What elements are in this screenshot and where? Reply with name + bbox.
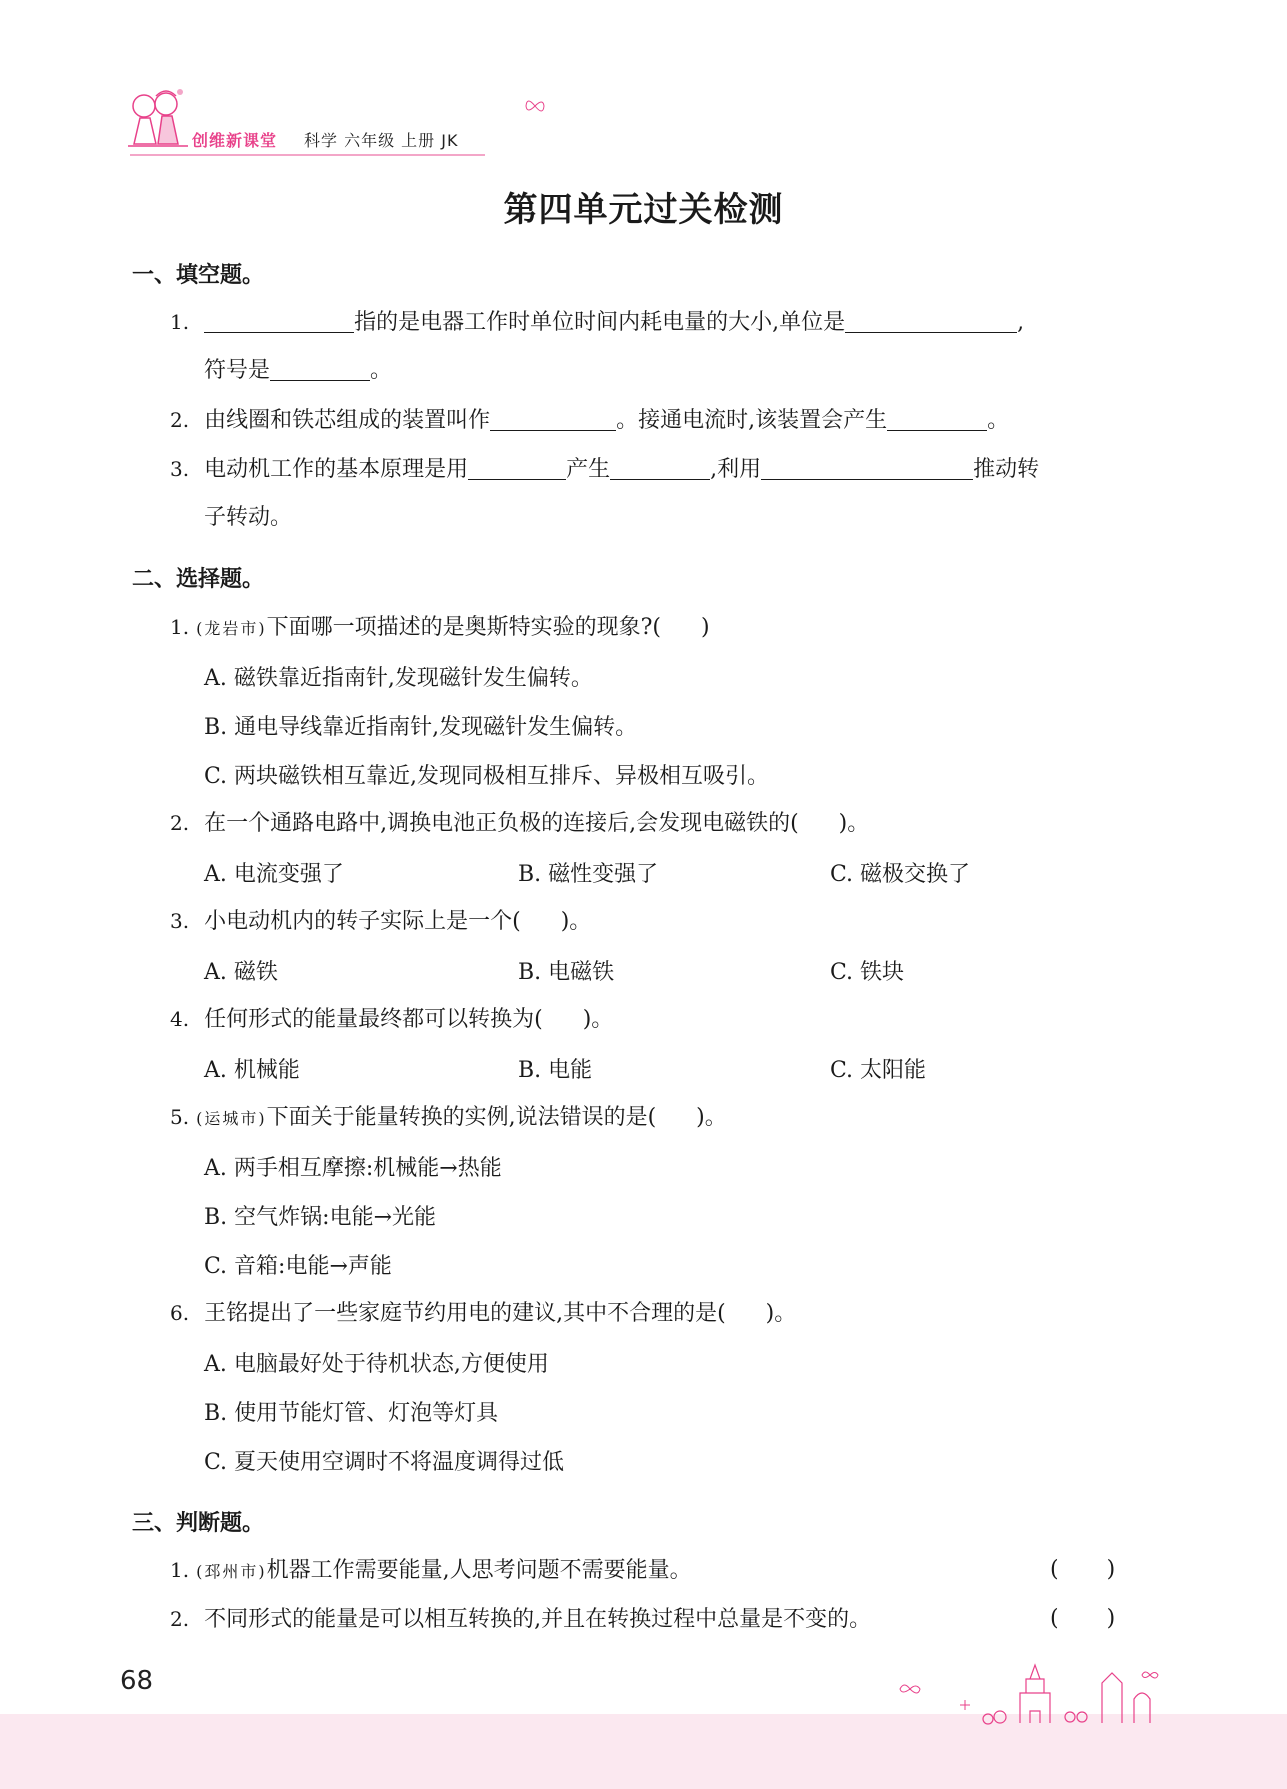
question-number: 5. [170,1105,190,1129]
question-text: 。 [987,408,1010,433]
paren-open: ( [1050,1606,1059,1631]
question-text: , [1017,310,1025,335]
question-text: 不同形式的能量是可以相互转换的,并且在转换过程中总量是不变的。 [204,1607,872,1632]
answer-blank[interactable] [490,408,616,431]
question-text: 子转动。 [204,505,293,530]
question-text: 在一个通路电路中,调换电池正负极的连接后,会发现电磁铁的( [204,811,799,836]
paren-open: ( [1050,1557,1059,1582]
section-heading-choice: 二、选择题。 [132,567,265,592]
answer-blank[interactable] [468,457,566,480]
option-b: B. 电能 [518,1058,593,1083]
question-number: 3. [170,457,190,481]
footer-band [0,1714,1287,1789]
choice-question-1 [170,612,710,644]
question-number: 6. [170,1301,190,1325]
butterfly-icon [524,98,546,114]
judge-question-2 [170,1604,871,1635]
question-text: ,利用 [710,457,762,482]
fill-question-1-cont [204,356,392,386]
option-a: A. 电流变强了 [204,862,344,887]
option-c: C. 两块磁铁相互靠近,发现同极相互排斥、异极相互吸引。 [204,764,770,789]
choice-question-4 [170,1004,613,1035]
question-text: 推动转 [973,457,1040,482]
fill-question-3 [170,454,1039,485]
option-b: B. 空气炸锅:电能→光能 [204,1205,436,1230]
question-text: 王铭提出了一些家庭节约用电的建议,其中不合理的是( [204,1301,726,1326]
question-text: 下面哪一项描述的是奥斯特实验的现象?( [266,615,661,640]
question-text: 机器工作需要能量,人思考问题不需要能量。 [266,1558,692,1583]
option-c: C. 夏天使用空调时不将温度调得过低 [204,1450,565,1475]
section-heading-fill-blank: 一、填空题。 [132,263,265,288]
question-number: 1. [170,615,190,639]
question-number: 1. [170,1558,190,1582]
question-number: 3. [170,909,190,933]
source-note: (邳州市) [196,1562,267,1581]
kids-logo-icon [120,84,196,156]
answer-blank[interactable] [845,310,1017,333]
judge-answer-box[interactable] [1050,1555,1115,1585]
question-close: )。 [696,1105,727,1130]
option-b: B. 磁性变强了 [518,862,659,887]
question-close: ) [700,615,710,640]
question-text: 。 [370,358,393,383]
option-b: B. 使用节能灯管、灯泡等灯具 [204,1401,499,1426]
answer-blank[interactable] [204,310,354,333]
section-heading-judge: 三、判断题。 [132,1511,265,1536]
option-b: B. 电磁铁 [518,960,615,985]
question-text: 下面关于能量转换的实例,说法错误的是( [266,1105,657,1130]
fill-question-3-cont [204,503,292,533]
subject-label: 科学 六年级 上册 JK [304,131,459,150]
question-number: 2. [170,1607,190,1631]
source-note: (运城市) [196,1109,267,1128]
choice-question-6 [170,1298,796,1329]
question-text: 小电动机内的转子实际上是一个( [204,909,521,934]
source-note: (龙岩市) [196,619,267,638]
brand-name: 创维新课堂 [192,131,278,150]
question-close: )。 [582,1007,614,1032]
judge-question-1 [170,1555,692,1587]
option-a: A. 两手相互摩擦:机械能→热能 [204,1156,502,1181]
question-number: 4. [170,1007,190,1031]
question-close: )。 [765,1301,797,1326]
option-a: A. 机械能 [204,1058,300,1083]
option-a: A. 电脑最好处于待机状态,方便使用 [204,1352,549,1377]
question-close: )。 [560,909,592,934]
page-title: 第四单元过关检测 [503,190,784,230]
answer-blank[interactable] [761,457,973,480]
choice-question-3 [170,906,591,937]
answer-blank[interactable] [887,408,987,431]
page-number: 68 [120,1666,154,1696]
castle-decoration-icon [880,1645,1180,1725]
option-a: A. 磁铁 [204,960,278,985]
choice-question-5 [170,1102,727,1134]
option-c: C. 磁极交换了 [830,862,971,887]
paren-close: ) [1106,1557,1116,1582]
question-text: 。接通电流时,该装置会产生 [616,408,888,433]
option-b: B. 通电导线靠近指南针,发现磁针发生偏转。 [204,715,638,740]
judge-answer-box[interactable] [1050,1604,1115,1634]
fill-question-2 [170,405,1009,436]
option-c: C. 太阳能 [830,1058,927,1083]
question-text: 产生 [566,457,611,482]
question-number: 2. [170,408,190,432]
question-number: 2. [170,811,190,835]
paren-close: ) [1106,1606,1116,1631]
question-text: 指的是电器工作时单位时间内耗电量的大小,单位是 [354,310,846,335]
option-a: A. 磁铁靠近指南针,发现磁针发生偏转。 [204,666,593,691]
question-text: 由线圈和铁芯组成的装置叫作 [204,408,491,433]
question-close: )。 [838,811,870,836]
choice-question-2 [170,808,869,839]
header-divider [130,154,485,156]
question-text: 电动机工作的基本原理是用 [204,457,469,482]
question-number: 1. [170,310,190,334]
fill-question-1 [170,307,1024,338]
question-text: 符号是 [204,358,271,383]
answer-blank[interactable] [270,358,370,381]
page-header [120,84,540,156]
option-c: C. 音箱:电能→声能 [204,1254,392,1279]
answer-blank[interactable] [610,457,710,480]
option-c: C. 铁块 [830,960,905,985]
question-text: 任何形式的能量最终都可以转换为( [204,1007,543,1032]
